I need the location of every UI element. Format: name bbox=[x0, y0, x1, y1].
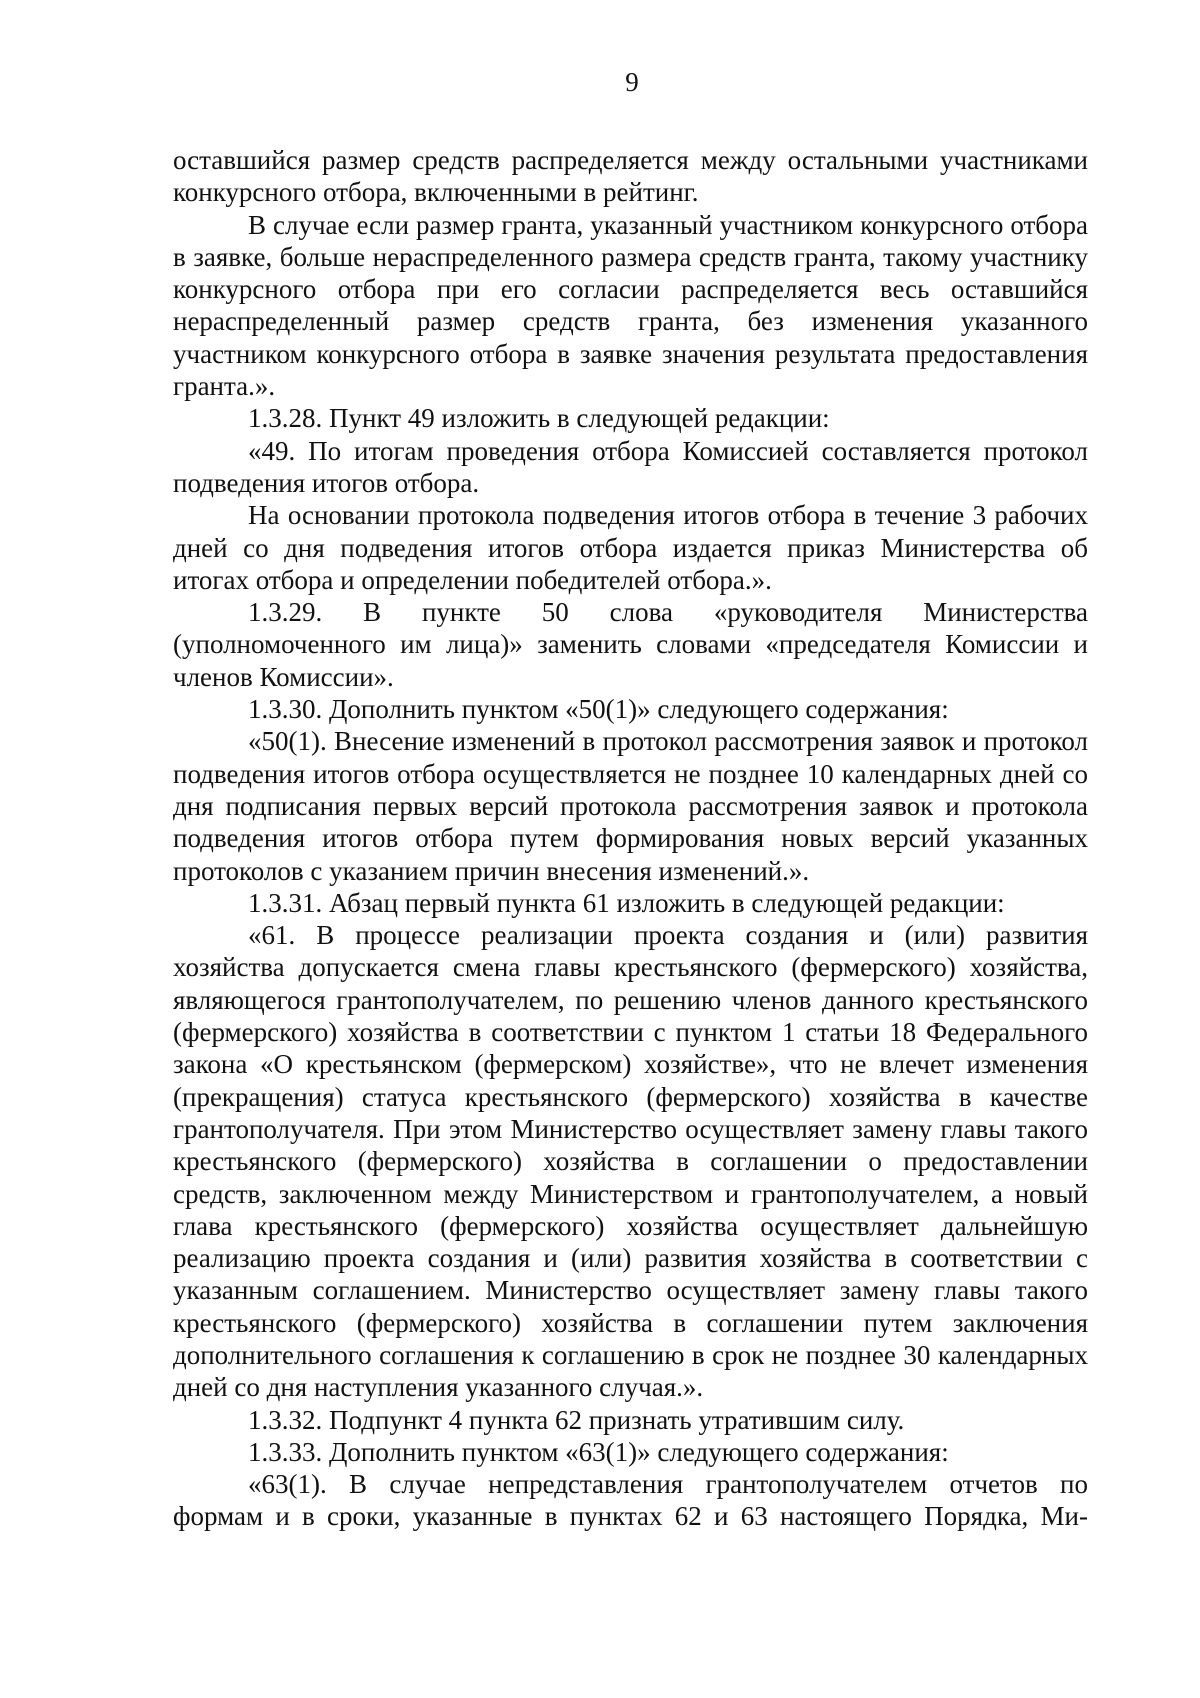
paragraph-1-3-31: 1.3.31. Абзац первый пункта 61 изложить в следующей редакции: bbox=[248, 887, 1005, 918]
page-number: 9 bbox=[625, 67, 639, 97]
document-body bbox=[173, 144, 1088, 1533]
paragraph-item-49: «49. По итогам проведения отбора Комиссией составляется протокол подведения итогов отбора. bbox=[173, 435, 1088, 498]
paragraph-protocol-basis: На основании протокола подведения итогов отбора в течение 3 рабочих дней со дня подведения итогов отбора издается приказ Министерства об итогах отбора и определении победителей отбора.». bbox=[173, 500, 1088, 595]
paragraph-1-3-33: 1.3.33. Дополнить пунктом «63(1)» следующего содержания: bbox=[248, 1436, 949, 1467]
paragraph-1-3-32: 1.3.32. Подпункт 4 пункта 62 признать утратившим силу. bbox=[248, 1404, 905, 1435]
paragraph-continuation: оставшийся размер средств распределяется между остальными участниками конкурсного отбора, включенными в рейтинг. bbox=[173, 145, 1088, 208]
paragraph-item-50-1: «50(1). Внесение изменений в протокол рассмотрения заявок и протокол подведения итогов отбора осуществляется не позднее 10 календарных дней со дня подписания первых версий протокола рассмотрения заявок и протокола подведения итогов отбора путем формирования новых версий указанных протоколов с указанием причин внесения изменений.». bbox=[173, 726, 1088, 886]
paragraph-item-61: «61. В процессе реализации проекта создания и (или) развития хозяйства допускается смена главы крестьянского (фермерского) хозяйства, являющегося грантополучателем, по решению членов данного крестьянского (фермерского) хозяйства в соответствии с пунктом 1 статьи 18 Федерального закона «О крестьянском (фермерском) хозяйстве», что не влечет изменения (прекращения) статуса крестьянского (фермерского) хозяйства в качестве грантополучателя. При этом Министерство осуществляет замену главы такого крестьянского (фермерского) хозяйства в соглашении о предоставлении средств, заключенном между Министерством и грантополучателем, а новый глава крестьянского (фермерского) хозяйства осуществляет дальнейшую реализацию проекта создания и (или) развития хозяйства в соответствии с указанным соглашением. Министерство осуществляет замену главы такого крестьянского (фермерского) хозяйства в соглашении путем заключения дополнительного соглашения к соглашению в срок не позднее 30 календарных дней со дня наступления указанного случая.». bbox=[173, 920, 1088, 1403]
paragraph-1-3-29: 1.3.29. В пункте 50 слова «руководителя Министерства (уполномоченного им лица)» заменить словами «председателя Комиссии и членов Комиссии». bbox=[173, 597, 1088, 692]
paragraph-grant-distribution: В случае если размер гранта, указанный участником конкурсного отбора в заявке, больше нераспределенного размера средств гранта, такому участнику конкурсного отбора при его согласии распределяется весь оставшийся нераспределенный размер средств гранта, без изменения указанного участником конкурсного отбора в заявке значения результата предоставления гранта.». bbox=[173, 209, 1088, 402]
paragraph-item-63-1: «63(1). В случае непредставления грантополучателем отчетов по формам и в сроки, указанные в пунктах 62 и 63 настоящего Порядка, Ми- bbox=[173, 1469, 1088, 1532]
paragraph-1-3-30: 1.3.30. Дополнить пунктом «50(1)» следующего содержания: bbox=[248, 694, 949, 725]
paragraph-1-3-28: 1.3.28. Пункт 49 изложить в следующей редакции: bbox=[248, 403, 830, 434]
